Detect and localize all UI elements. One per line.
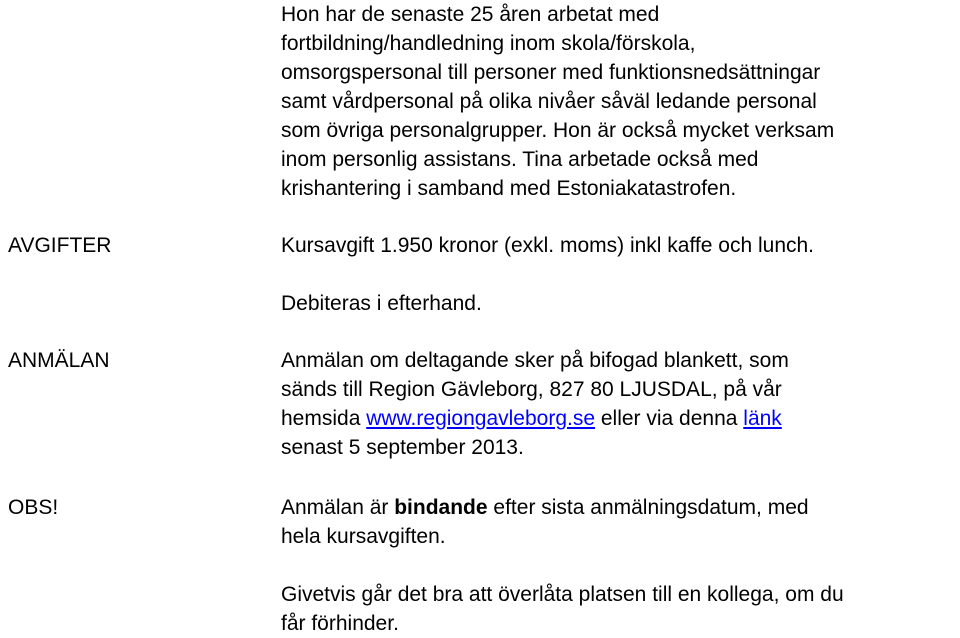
intro-line: omsorgspersonal till personer med funktionsnedsättningar xyxy=(281,61,821,84)
fee-text: Kursavgift 1.950 kronor (exkl. moms) inkl kaffe och lunch. xyxy=(281,234,815,257)
anmalan-line: sänds till Region Gävleborg, 827 80 LJUSDAL, på vår xyxy=(281,378,782,401)
deadline-text: senast 5 september 2013. xyxy=(281,436,524,459)
website-link[interactable]: www.regiongavleborg.se xyxy=(366,407,596,430)
intro-line: som övriga personalgrupper. Hon är också mycket verksam xyxy=(281,119,835,142)
intro-line: fortbildning/handledning inom skola/förskola, xyxy=(281,32,696,55)
anmalan-line-prefix: hemsida xyxy=(281,407,367,430)
obs-line: hela kursavgiften. xyxy=(281,525,446,548)
anmalan-line-links xyxy=(281,404,782,433)
billing-text: Debiteras i efterhand. xyxy=(281,292,482,315)
intro-line: krishantering i samband med Estoniakatastrofen. xyxy=(281,177,737,200)
obs-suffix: efter sista anmälningsdatum, med xyxy=(487,496,809,519)
anmalan-line-middle: eller via denna xyxy=(595,407,744,430)
anmalan-line: Anmälan om deltagande sker på bifogad blankett, som xyxy=(281,349,789,372)
registration-link[interactable]: länk xyxy=(743,407,782,430)
intro-line: Hon har de senaste 25 åren arbetat med xyxy=(281,3,660,26)
intro-line: samt vårdpersonal på olika nivåer såväl ledande personal xyxy=(281,90,817,113)
obs-line xyxy=(281,493,809,522)
avgifter-heading: AVGIFTER xyxy=(8,234,112,257)
obs-prefix: Anmälan är xyxy=(281,496,395,519)
intro-line: inom personlig assistans. Tina arbetade också med xyxy=(281,148,759,171)
closing-line: får förhinder. xyxy=(281,612,399,635)
anmalan-heading: ANMÄLAN xyxy=(8,349,110,372)
obs-bold-word: bindande xyxy=(394,496,488,519)
obs-heading: OBS! xyxy=(8,496,59,519)
closing-line: Givetvis går det bra att överlåta platsen till en kollega, om du xyxy=(281,583,844,606)
